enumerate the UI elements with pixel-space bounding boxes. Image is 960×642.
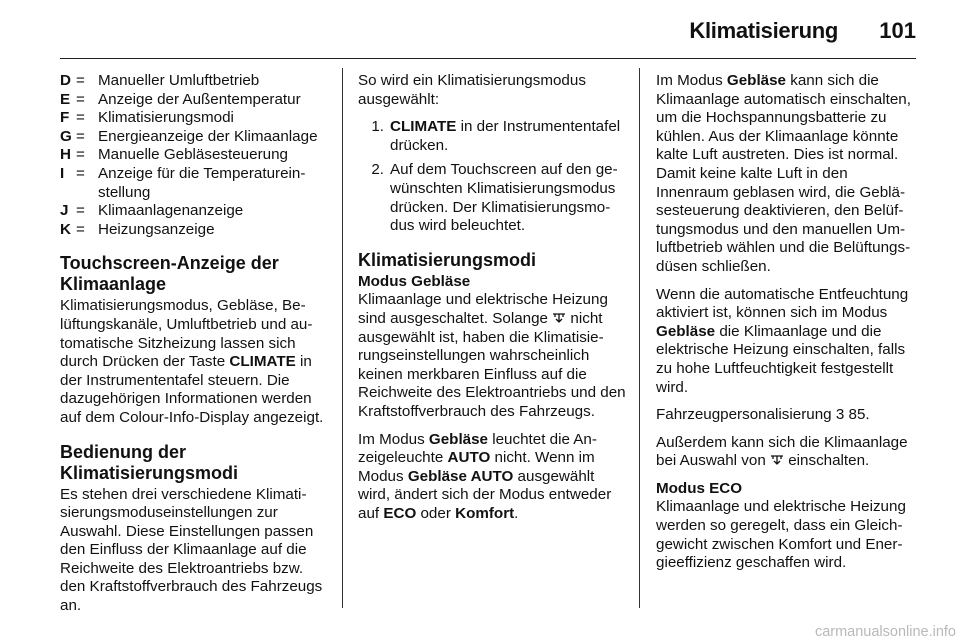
legend-text: Manuelle Gebläsesteuerung [98, 146, 288, 164]
text-run-bold: Gebläse [428, 430, 489, 448]
ac-snowflake-icon [770, 453, 784, 465]
legend-key: D [60, 72, 71, 89]
subheading-modus-eco: Modus ECO [656, 479, 743, 497]
paragraph-bedienung-intro [60, 486, 328, 616]
header-rule [60, 58, 916, 59]
subheading-modus-geblaese: Modus Gebläse [358, 272, 471, 290]
legend-equals: = [76, 127, 85, 145]
legend-text: Manueller Umluftbetrieb [98, 72, 260, 89]
legend-text: Heizungsanzeige [98, 220, 215, 238]
legend-equals: = [76, 146, 85, 164]
text-run: Im Modus [358, 430, 429, 448]
heading-touchscreen: Touchscreen-Anzeige der Klimaanlage [60, 253, 279, 295]
legend-item-g [60, 128, 328, 147]
legend-text: Anzeige für die Temperatureinstellung [98, 164, 306, 201]
legend-item-e [60, 91, 328, 110]
text-run: Klimaanlage und elektrische Heizung werden so geregelt, dass ein Gleichgewicht zwischen Komfort und Energieeffizienz geschaffen wird. [656, 498, 906, 572]
text-run: 85. [844, 406, 870, 424]
column-divider [639, 68, 640, 608]
paragraph-geblaese-4 [656, 286, 922, 398]
text-run: oder [416, 504, 456, 522]
text-run: 3 [835, 406, 845, 424]
column-middle [358, 72, 626, 532]
legend-key: K [60, 220, 71, 238]
paragraph-bedienung-select [358, 72, 626, 109]
text-run: So wird ein Klimatisierungsmodus ausgewählt: [358, 72, 586, 108]
heading-klimatisierungsmodi: Klimatisierungsmodi [358, 249, 537, 270]
legend-equals: = [76, 72, 85, 89]
watermark: carmanualsonline.info [814, 624, 956, 640]
heading-bedienung: Bedienung der Klimatisierungsmodi [60, 441, 239, 483]
text-run: in der Instrumententafel drücken. [390, 118, 621, 154]
text-run: Fahrzeugpersonalisierung [656, 406, 836, 424]
page-number: 101 [879, 18, 916, 43]
legend-item-h [60, 146, 328, 165]
step-text [390, 118, 626, 155]
text-run: Es stehen drei verschiedene Klimatisierungsmoduseinstellungen zur Auswahl. Diese Einstellungen passen den Einfluss der Klimaanlage auf die Reichweite des Elektroantriebs bzw. den Kraftstoffverbrauch des Fahrzeugs an. [60, 485, 323, 615]
text-run-bold: CLIMATE [229, 353, 296, 371]
legend-key: H [60, 146, 71, 164]
legend-key: E [60, 90, 71, 108]
step-text [390, 161, 626, 235]
legend-equals: = [76, 220, 85, 238]
running-title: Klimatisierung [689, 18, 838, 43]
text-run-bold: Gebläse [656, 322, 716, 340]
text-run-bold: AUTO [447, 449, 491, 467]
text-run: einschalten. [783, 452, 870, 470]
paragraph-geblaese-5 [656, 434, 922, 471]
text-run: ausgewählt wird, ändert sich der Modus entweder auf [358, 467, 612, 522]
text-run-bold: ECO [383, 504, 417, 522]
column-left [60, 72, 328, 625]
legend-text: Anzeige der Außentemperatur [98, 90, 301, 108]
text-run: Klimatisierungsmodus, Gebläse, Belüftungskanäle, Umluftbetrieb und automatische Sitzheizung lassen sich durch Drücken der Taste [60, 297, 313, 371]
step-item [358, 118, 626, 155]
text-run: nicht. Wenn im Modus [358, 449, 595, 485]
text-run: leuchtet die Anzeigeleuchte [358, 430, 597, 467]
legend-list [60, 72, 328, 239]
text-run: Wenn die automatische Entfeuchtung aktiviert ist, können sich im Modus [656, 285, 909, 322]
legend-item-f [60, 109, 328, 128]
legend-text: Klimatisierungsmodi [98, 109, 234, 127]
legend-item-j [60, 202, 328, 221]
ac-snowflake-icon [552, 311, 566, 323]
paragraph-geblaese-2 [358, 431, 626, 524]
text-run: Klimaanlage und elektrische Heizung sind ausgeschaltet. Solange [358, 291, 608, 327]
text-run: . [514, 504, 519, 522]
legend-equals: = [76, 164, 85, 182]
text-run: nicht ausgewählt ist, haben die Klimatisierungseinstellungen wahrscheinlich keinen merkbaren Einfluss auf die Reichweite des Elektroantriebs und den Kraftstoffverbrauch des Fahrzeugs. [358, 309, 626, 420]
text-run: in der Instrumententafel steuern. Die dazugehörigen Informationen werden auf dem Colour-Info-Display angezeigt. [60, 353, 324, 426]
legend-text: Klimaanlagenanzeige [98, 202, 244, 220]
text-run: Im Modus [656, 72, 727, 89]
column-divider [342, 68, 343, 608]
page-header [0, 0, 960, 56]
legend-key: J [60, 202, 69, 220]
legend-item-d [60, 72, 328, 91]
page-reference-link[interactable] [836, 406, 870, 423]
text-run-bold: Gebläse AUTO [407, 467, 514, 485]
step-item [358, 161, 626, 235]
legend-item-i [60, 165, 328, 202]
step-number: 1. [371, 118, 384, 136]
legend-item-k [60, 221, 328, 240]
legend-equals: = [76, 109, 85, 127]
legend-equals: = [76, 202, 85, 220]
text-run-bold: CLIMATE [390, 118, 457, 136]
text-run: Außerdem kann sich die Klimaanlage bei Auswahl von [656, 433, 908, 470]
text-run-bold: Komfort [455, 504, 515, 522]
legend-key: I [60, 164, 65, 182]
paragraph-touchscreen [60, 297, 328, 427]
text-run-bold: Gebläse [726, 72, 787, 89]
text-run: kann sich die Klimaanlage automatisch einschalten, um die Hochspannungsbatterie zu kühlen. Aus der Klimaanlage könnte kalte Luft austreten. Dies ist normal. Damit keine kalte Luft in den Innenraum geblasen wird, die Gebläsesteuerung deaktivieren, den Belüftungsmodus und den manuellen Umluftbetrieb wählen und die Belüftungsdüsen schließen. [656, 72, 911, 275]
legend-text: Energieanzeige der Klimaanlage [98, 127, 318, 145]
steps-list [358, 118, 626, 236]
legend-key: F [60, 109, 70, 127]
paragraph-eco [656, 498, 922, 572]
legend-key: G [60, 127, 72, 145]
step-number: 2. [371, 161, 384, 179]
text-run: die Klimaanlage und die elektrische Heizung einschalten, falls zu hohe Luftfeuchtigkeit festgestellt wird. [656, 322, 906, 396]
paragraph-geblaese-1 [358, 291, 626, 421]
paragraph-personalisierung [656, 406, 922, 425]
legend-equals: = [76, 90, 85, 108]
column-right [656, 72, 922, 582]
text-run: Auf dem Touchscreen auf den gewünschten Klimatisierungsmodus drücken. Der Klimatisierungsmodus wird beleuchtet. [390, 161, 618, 235]
paragraph-geblaese-3 [656, 72, 922, 277]
